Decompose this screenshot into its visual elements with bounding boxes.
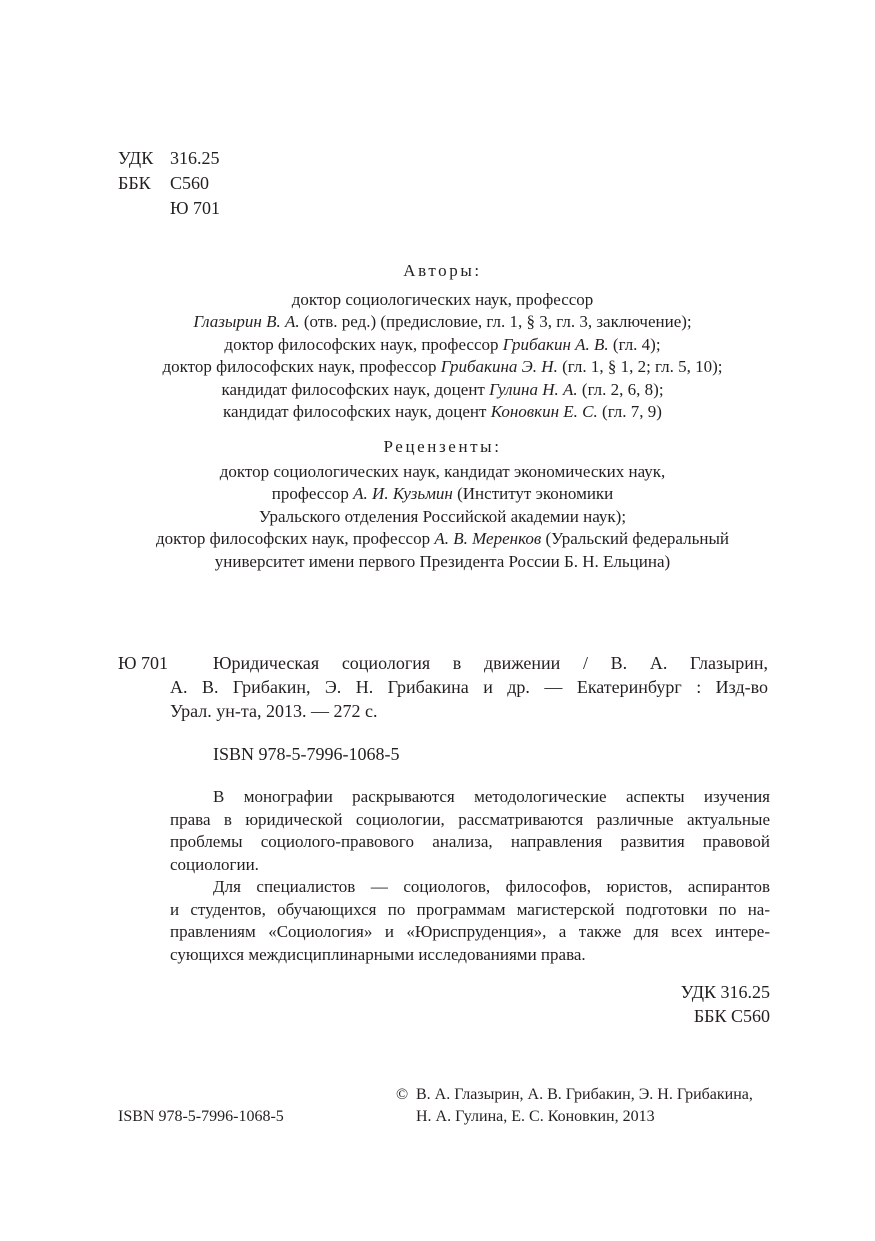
author-line: [0, 334, 875, 357]
bib-mark: Ю 701: [118, 653, 169, 673]
reviewers-heading: Рецензенты:: [383, 437, 502, 456]
line-text: (отв. ред.) (предисловие, гл. 1, § 3, гл. 3, заключение);: [299, 312, 692, 331]
person-name: Грибакин А. В.: [502, 334, 609, 354]
line-text: доктор социологических наук, профессор: [291, 289, 594, 309]
abstract-p1-line: социологии.: [170, 854, 259, 874]
person-name: Коновкин Е. С.: [490, 402, 598, 421]
person-name: А. В. Меренков: [434, 529, 542, 548]
line-text: доктор социологических наук, кандидат экономических наук,: [219, 461, 666, 481]
reviewer-line: [0, 528, 875, 551]
author-line: [0, 311, 875, 334]
author-line: [0, 289, 875, 312]
line-text: профессор: [271, 484, 354, 503]
bib-isbn: ISBN 978-5-7996-1068-5: [213, 744, 400, 764]
reviewers-lines: [0, 461, 875, 574]
line-text: (гл. 7, 9): [597, 402, 662, 421]
bbk-right: ББК С560: [693, 1006, 770, 1026]
person-name: Грибакина Э. Н.: [440, 357, 558, 376]
abstract-p2-line: правлениям «Социология» и «Юриспруденция», а также для всех интере-: [170, 922, 770, 941]
bbk-value: С560: [170, 173, 210, 193]
abstract-p1-line: проблемы социолого-правового анализа, направления развития правовой: [170, 832, 770, 851]
abstract-paragraph-1: [170, 786, 770, 876]
udk-value: 316.25: [170, 148, 220, 168]
line-text: кандидат философских наук, доцент: [221, 379, 490, 399]
authors-block: [0, 260, 875, 424]
udk-label: УДК: [118, 148, 154, 168]
line-text: (гл. 1, § 1, 2; гл. 5, 10);: [557, 357, 723, 376]
abstract-paragraph-2: [170, 876, 770, 966]
line-text: доктор философских наук, профессор: [156, 529, 435, 548]
line-text: Уральского отделения Российской академии наук);: [258, 506, 627, 526]
bib-line-1: Юридическая социология в движении / В. А. Глазырин,: [213, 653, 768, 673]
line-text: (гл. 4);: [608, 334, 661, 354]
udk-right: УДК 316.25: [680, 982, 770, 1002]
abstract-p2-line: сующихся междисциплинарными исследованиями права.: [170, 944, 586, 964]
line-text: (Уральский федеральный: [541, 529, 729, 548]
person-name: Глазырин В. А.: [193, 312, 300, 331]
bbk-label: ББК: [118, 173, 151, 193]
copyright-symbol: ©: [396, 1086, 409, 1103]
abstract-p2-line: и студентов, обучающихся по программам магистерской подготовки по на-: [170, 899, 770, 919]
author-line: [0, 379, 875, 402]
line-text: доктор философских наук, профессор: [224, 334, 503, 354]
footer-isbn: ISBN 978-5-7996-1068-5: [118, 1108, 284, 1125]
person-name: А. И. Кузьмин: [353, 484, 453, 503]
reviewers-block: [0, 436, 875, 573]
abstract-p2-line: Для специалистов — социологов, философов, юристов, аспирантов: [213, 877, 770, 896]
abstract-p1-line: В монографии раскрываются методологические аспекты изучения: [213, 787, 770, 806]
authors-lines: [0, 289, 875, 424]
line-text: доктор философских наук, профессор: [162, 357, 441, 376]
author-line: [0, 401, 875, 424]
copyright-line-2: Н. А. Гулина, Е. С. Коновкин, 2013: [416, 1108, 655, 1125]
abstract-p1-line: права в юридической социологии, рассматриваются различные актуальные: [170, 809, 770, 829]
line-text: (гл. 2, 6, 8);: [577, 379, 664, 399]
authors-heading: Авторы:: [403, 261, 482, 280]
person-name: Гулина Н. А.: [489, 379, 578, 399]
reviewer-line: [0, 483, 875, 506]
line-text: университет имени первого Президента России Б. Н. Ельцина): [214, 551, 671, 571]
line-text: (Институт экономики: [452, 484, 614, 503]
reviewer-line: [0, 461, 875, 484]
author-line: [0, 356, 875, 379]
reviewer-line: [0, 506, 875, 529]
bib-line-2: А. В. Грибакин, Э. Н. Грибакина и др. — Екатеринбург : Изд-во: [170, 677, 768, 697]
copyright-line-1: В. А. Глазырин, А. В. Грибакин, Э. Н. Грибакина,: [416, 1086, 753, 1103]
reviewer-line: [0, 551, 875, 574]
line-text: кандидат философских наук, доцент: [223, 402, 491, 421]
author-mark: Ю 701: [170, 198, 221, 218]
bib-line-3: Урал. ун-та, 2013. — 272 с.: [170, 701, 378, 721]
